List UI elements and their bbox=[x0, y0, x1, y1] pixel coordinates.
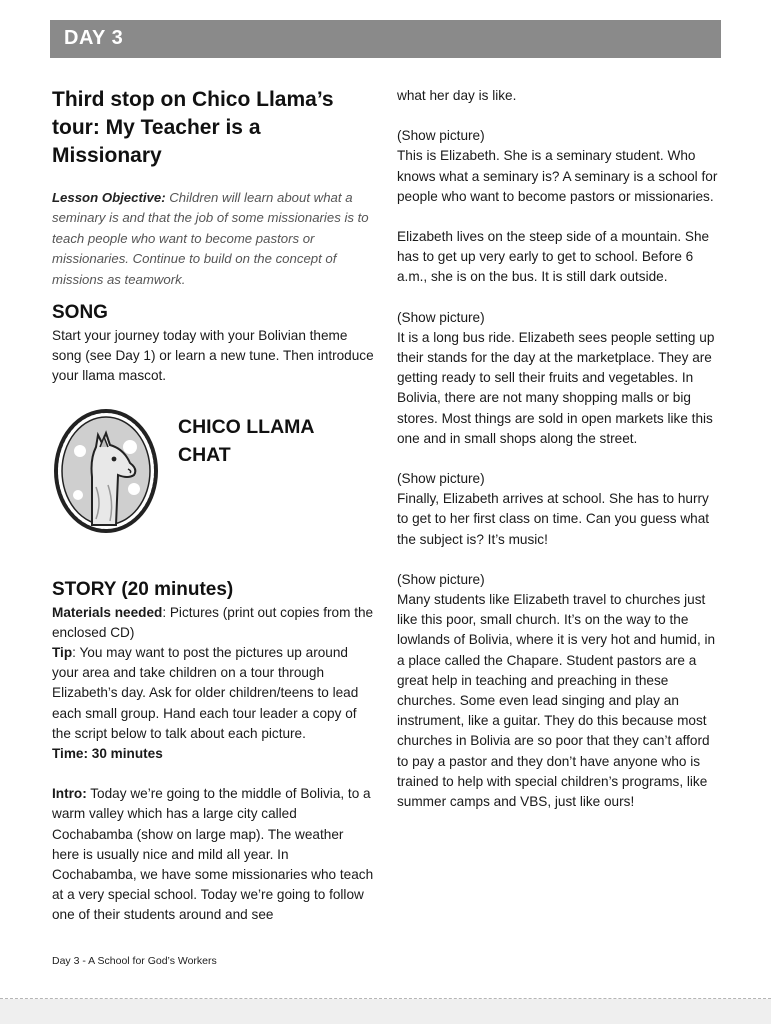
show-picture-1: (Show picture) bbox=[397, 128, 485, 144]
tip-label: Tip bbox=[52, 645, 73, 661]
materials-label: Materials needed bbox=[52, 604, 163, 620]
chico-llama-chat bbox=[52, 407, 374, 565]
paragraph-mountain: Elizabeth lives on the steep side of a mountain. She has to get up very early to get to school. Before 6 a.m., she is on the bus. It is still dark outside. bbox=[397, 229, 710, 285]
song-heading: SONG bbox=[52, 302, 108, 324]
paragraph-school: Finally, Elizabeth arrives at school. She has to hurry to get to her first class on time. Can you guess what the subject is? It’s music! bbox=[397, 491, 710, 547]
lesson-title: Third stop on Chico Llama’s tour: My Teacher is a Missionary bbox=[52, 88, 334, 167]
song-text: Start your journey today with your Bolivian theme song (see Day 1) or learn a new tune. Then introduce your llama mascot. bbox=[52, 328, 374, 384]
day-banner bbox=[50, 20, 721, 58]
left-column bbox=[52, 86, 374, 926]
tip-text bbox=[52, 643, 374, 744]
continuation-text: what her day is like. bbox=[397, 88, 517, 103]
show-picture-4: (Show picture) bbox=[397, 571, 485, 587]
show-picture-2: (Show picture) bbox=[397, 309, 485, 325]
lesson-objective bbox=[52, 188, 374, 290]
right-column bbox=[397, 86, 719, 812]
tip-body: : You may want to post the pictures up around your area and take children on a tour through Elizabeth’s day. Ask for older children/teens to lead each small group. Hand each tour leader a copy of the script below to talk about each picture. bbox=[52, 645, 359, 741]
objective-text: Children will learn about what a seminary is and that the job of some missionaries is to teach people who want to become pastors or missionaries. Continue to build on the concept of missions as teamwork. bbox=[52, 190, 369, 287]
show-picture-3: (Show picture) bbox=[397, 471, 485, 487]
time-label: Time: 30 minutes bbox=[52, 746, 163, 762]
chat-title: CHICO LLAMA CHAT bbox=[178, 415, 314, 466]
intro-text bbox=[52, 784, 374, 925]
materials-text bbox=[52, 603, 374, 643]
llama-medallion-icon bbox=[52, 407, 160, 535]
intro-body: Today we’re going to the middle of Bolivia, to a warm valley which has a large city called Cochabamba (show on large map). The weather here is usually nice and mild all year. In Cochabamba, we have some missionaries who teach at a very special school. Today we’re going to follow one of their students around and see bbox=[52, 786, 374, 923]
viewer-bottom-strip bbox=[0, 999, 771, 1024]
paragraph-bus-ride: It is a long bus ride. Elizabeth sees people setting up their stands for the day at the marketplace. They are getting ready to sell their fruits and vegetables. In Bolivia, there are not many shopping malls or big stores. Most things are sold in open markets like this one and in small shops along the street. bbox=[397, 329, 715, 446]
time-text bbox=[52, 744, 374, 764]
day-label: DAY 3 bbox=[64, 27, 124, 49]
paragraph-seminary: This is Elizabeth. She is a seminary student. Who knows what a seminary is? A seminary is a school for people who want to become pastors or missionaries. bbox=[397, 148, 718, 204]
paragraph-churches: Many students like Elizabeth travel to churches just like this poor, small church. It’s on the way to the lowlands of Bolivia, where it is very hot and humid, in a place called the Chapare. Student pastors are a great help in teaching and preaching in these churches. Some even lead singing and play an instrument, like a guitar. They do this because most churches in Bolivia are so poor that they can’t afford to pay a pastor and they don’t have anyone who is trained to help with special children’s programs, like summer camps and VBS, just like ours! bbox=[397, 592, 716, 810]
intro-label: Intro: bbox=[52, 786, 87, 802]
story-heading: STORY (20 minutes) bbox=[52, 578, 234, 600]
objective-label: Lesson Objective: bbox=[52, 190, 166, 205]
materials-body: : Pictures (print out copies from the enclosed CD) bbox=[52, 604, 374, 640]
page-footer: Day 3 - A School for God’s Workers bbox=[52, 955, 217, 967]
